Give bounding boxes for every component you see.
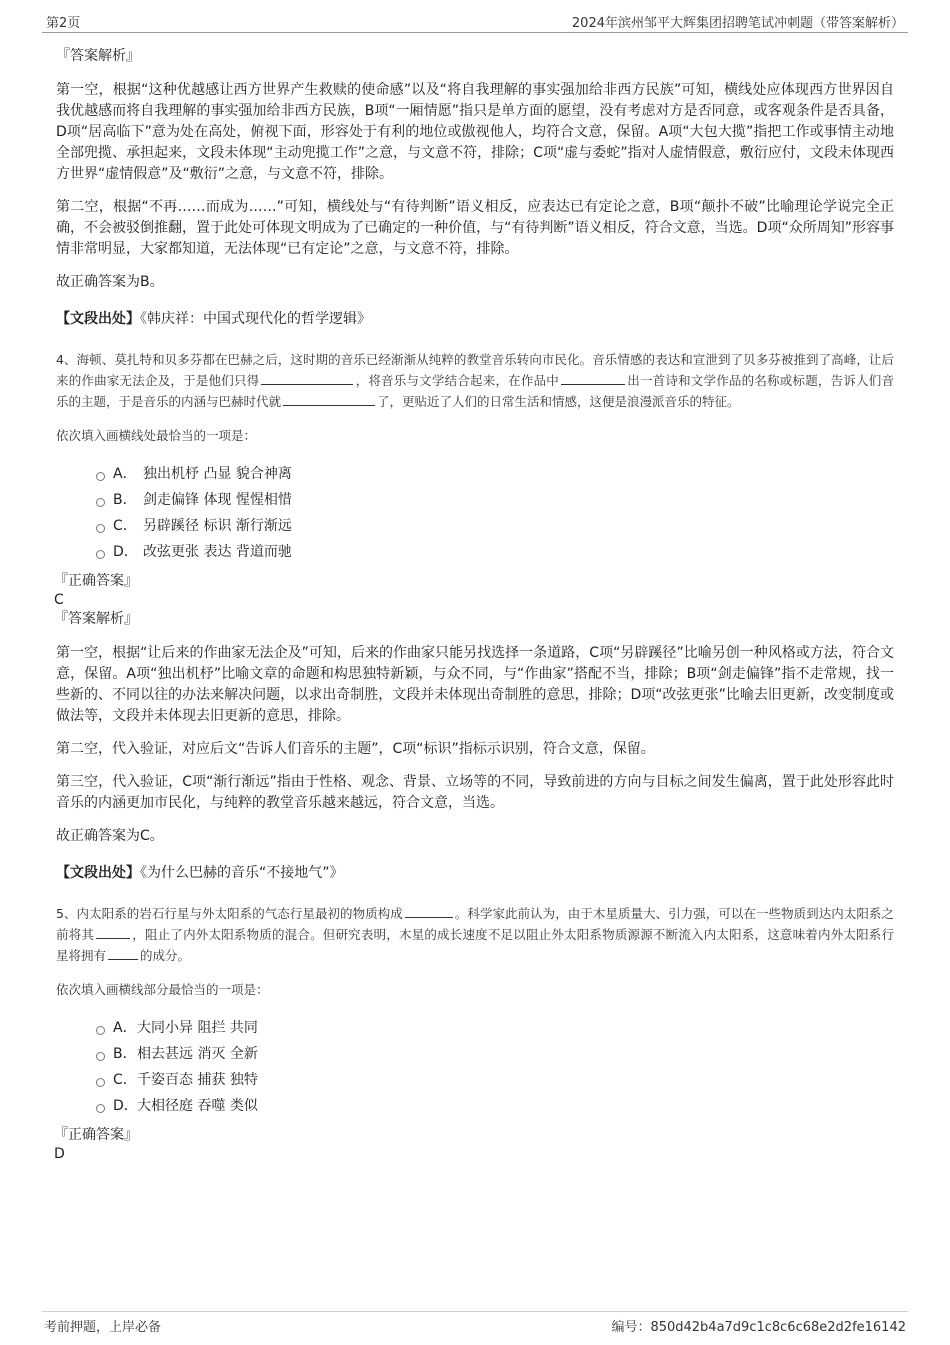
- analysis-conclusion: 故正确答案为B。: [56, 274, 164, 290]
- option-letter: B．: [113, 492, 137, 508]
- footer-slogan: 考前押题，上岸必备: [44, 1320, 162, 1335]
- correct-answer-value: D: [54, 1146, 65, 1162]
- blank-line: [405, 903, 453, 918]
- question-prompt: 依次填入画横线处最恰当的一项是：: [56, 428, 257, 443]
- correct-answer-value: C: [54, 592, 64, 608]
- option-d[interactable]: [96, 1092, 894, 1118]
- question-text-segment: ，阻止了内外太阳系物质的混合。但研究表明，木星的成长速度不足以阻止外太阳系物质源源不断流入内太阳系，这意味着内外太阳系行星将拥有: [56, 927, 894, 963]
- blank-line: [261, 370, 353, 385]
- option-text: 改弦更张 表达 背道而驰: [143, 544, 292, 560]
- radio-icon[interactable]: [96, 472, 105, 481]
- option-letter: A．: [113, 466, 137, 482]
- source-line: [56, 863, 894, 883]
- option-a[interactable]: [96, 1014, 894, 1040]
- page-number: 第2页: [46, 16, 81, 31]
- radio-icon[interactable]: [96, 498, 105, 507]
- question-4-options: [96, 460, 894, 564]
- option-b[interactable]: [96, 486, 894, 512]
- document-body: [56, 46, 894, 1164]
- option-text: 相去甚远 消灭 全新: [137, 1046, 258, 1062]
- question-text-segment: 的成分。: [140, 948, 191, 963]
- option-text: 另辟蹊径 标识 渐行渐远: [143, 518, 292, 534]
- source-label: 【文段出处】: [56, 311, 140, 327]
- question-5-text: [56, 903, 894, 966]
- radio-icon[interactable]: [96, 550, 105, 559]
- option-c[interactable]: [96, 1066, 894, 1092]
- question-text-segment: 出一首诗和文学作品的名称或标题，告诉人们音乐的主题，于是音乐的内涵与巴赫时代就: [56, 373, 894, 409]
- radio-icon[interactable]: [96, 1052, 105, 1061]
- option-text: 大相径庭 吞噬 类似: [137, 1098, 258, 1114]
- question-prompt: 依次填入画横线部分最恰当的一项是：: [56, 982, 269, 997]
- question-4-text: [56, 349, 894, 412]
- analysis-paragraph: 第三空，代入验证，C项“渐行渐远”指由于性格、观念、背景、立场等的不同，导致前进的方向与目标之间发生偏离，置于此处形容此时音乐的内涵更加市民化，与纯粹的教堂音乐越来越远，符合文意，当选。: [56, 774, 894, 811]
- blank-line: [108, 945, 138, 960]
- option-text: 千姿百态 捕获 独特: [137, 1072, 258, 1088]
- blank-line: [561, 370, 625, 385]
- analysis-conclusion: 故正确答案为C。: [56, 828, 164, 844]
- option-text: 独出机杼 凸显 貌合神离: [143, 466, 292, 482]
- correct-answer-label: 『正确答案』: [54, 1127, 138, 1143]
- option-text: 剑走偏锋 体现 惺惺相惜: [143, 492, 292, 508]
- question-text-segment: 4、海顿、莫扎特和贝多芬都在巴赫之后，这时期的音乐已经渐渐从纯粹的教堂音乐转向市民化。音乐情感的表达和宣泄到了贝多芬被推到了高峰，让后来的作曲家无法企及，于是他们只得: [56, 352, 894, 388]
- page-footer: [42, 1311, 908, 1338]
- source-label: 【文段出处】: [56, 865, 140, 881]
- page-header: [42, 10, 908, 33]
- radio-icon[interactable]: [96, 1104, 105, 1113]
- source-text: 《为什么巴赫的音乐“不接地气”》: [140, 865, 344, 881]
- radio-icon[interactable]: [96, 524, 105, 533]
- blank-line: [96, 924, 130, 939]
- analysis-paragraph: 第二空，根据“不再……而成为……”可知，横线处与“有待判断”语义相反，应表达已有定论之意，B项“颠扑不破”比喻理论学说完全正确，不会被驳倒推翻，置于此处可体现文明成为了已确定的一种价值，与“有待判断”语义相反，符合文意，当选。D项“众所周知”形容事情非常明显，大家都知道，无法体现“已有定论”之意，与文意不符，排除。: [56, 199, 894, 257]
- option-letter: B．: [113, 1046, 137, 1062]
- option-letter: D．: [113, 1098, 138, 1114]
- option-letter: C．: [113, 1072, 137, 1088]
- option-a[interactable]: [96, 460, 894, 486]
- document-title: 2024年滨州邹平大辉集团招聘笔试冲刺题（带答案解析）: [571, 16, 904, 31]
- option-d[interactable]: [96, 538, 894, 564]
- option-text: 大同小异 阻拦 共同: [137, 1020, 258, 1036]
- document-id: 编号：850d42b4a7d9c1c8c6c68e2d2fe16142: [611, 1320, 906, 1335]
- option-letter: C．: [113, 518, 137, 534]
- source-text: 《韩庆祥：中国式现代化的哲学逻辑》: [140, 311, 371, 327]
- analysis-label: 『答案解析』: [56, 48, 140, 64]
- analysis-paragraph: 第一空，根据“这种优越感让西方世界产生救赎的使命感”以及“将自我理解的事实强加给非西方民族”可知，横线处应体现西方世界因自我优越感而将自我理解的事实强加给非西方民族，B项“一厢情愿”指只是单方面的愿望，没有考虑对方是否同意，或客观条件是否具备，D项“居高临下”意为处在高处，俯视下面，形容处于有利的地位或傲视他人，均符合文意，保留。A项“大包大揽”指把工作或事情主动地全部兜揽、承担起来，文段未体现“主动兜揽工作”之意，与文意不符，排除；C项“虚与委蛇”指对人虚情假意，敷衍应付，文段未体现西方世界“虚情假意”及“敷衍”之意，与文意不符，排除。: [56, 82, 894, 182]
- analysis-label: 『答案解析』: [54, 611, 138, 627]
- blank-line: [283, 391, 375, 406]
- option-c[interactable]: [96, 512, 894, 538]
- option-letter: A．: [113, 1020, 137, 1036]
- analysis-paragraph: 第一空，根据“让后来的作曲家无法企及”可知，后来的作曲家只能另找选择一条道路，C项“另辟蹊径”比喻另创一种风格或方法，符合文意，保留。A项“独出机杼”比喻文章的命题和构思独特新颖，与众不同，与“作曲家”搭配不当，排除；B项“剑走偏锋”指不走常规，找一些新的、不同以往的办法来解决问题，以求出奇制胜，文段并未体现出奇制胜的意思，排除；D项“改弦更张”比喻去旧更新，改变制度或做法等，文段并未体现去旧更新的意思，排除。: [56, 645, 894, 724]
- analysis-paragraph: 第二空，代入验证，对应后文“告诉人们音乐的主题”，C项“标识”指标示识别，符合文意，保留。: [56, 741, 655, 757]
- question-text-segment: 。科学家此前认为，由于木星质量大、引力强，可以在一些物质到达内太阳系之前将其: [56, 906, 894, 942]
- option-letter: D．: [113, 544, 138, 560]
- question-text-segment: ，将音乐与文学结合起来，在作品中: [355, 373, 560, 388]
- option-b[interactable]: [96, 1040, 894, 1066]
- question-5-options: [96, 1014, 894, 1118]
- radio-icon[interactable]: [96, 1026, 105, 1035]
- source-line: [56, 309, 894, 329]
- radio-icon[interactable]: [96, 1078, 105, 1087]
- correct-answer-label: 『正确答案』: [54, 573, 138, 589]
- question-text-segment: 了，更贴近了人们的日常生活和情感，这便是浪漫派音乐的特征。: [377, 394, 740, 409]
- question-text-segment: 5、内太阳系的岩石行星与外太阳系的气态行星最初的物质构成: [56, 906, 403, 921]
